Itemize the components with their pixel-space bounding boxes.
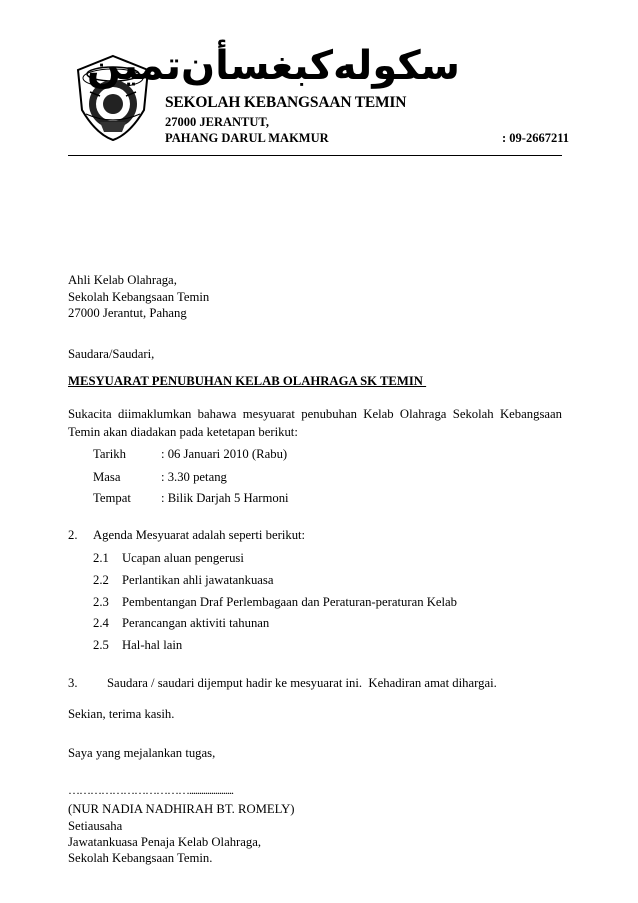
recipient-line-1: Ahli Kelab Olahraga,: [68, 273, 177, 287]
signatory-title-3: Sekolah Kebangsaan Temin.: [68, 851, 213, 865]
agenda-item-number: 2.3: [93, 595, 109, 609]
detail-label-time: Masa: [93, 470, 121, 484]
signatory-title-1: Setiausaha: [68, 819, 123, 833]
agenda-item-text: Ucapan aluan pengerusi: [122, 551, 244, 565]
intro-paragraph: Sukacita diimaklumkan bahawa mesyuarat penubuhan Kelab Olahraga Sekolah Kebangsaan Temin akan diadakan pada ketetapan berikut:: [68, 407, 562, 439]
agenda-number: 2.: [68, 528, 78, 542]
recipient-line-3: 27000 Jerantut, Pahang: [68, 306, 187, 320]
agenda-item-number: 2.4: [93, 616, 109, 630]
agenda-item-number: 2.5: [93, 638, 109, 652]
school-name: SEKOLAH KEBANGSAAN TEMIN: [165, 94, 407, 111]
closing-text: Sekian, terima kasih.: [68, 707, 175, 721]
agenda-item-text: Pembentangan Draf Perlembagaan dan Peraturan-peraturan Kelab: [122, 595, 458, 609]
agenda-item-text: Perancangan aktiviti tahunan: [122, 616, 270, 630]
detail-label-date: Tarikh: [93, 447, 126, 461]
salutation: Saudara/Saudari,: [68, 347, 155, 361]
detail-value-date: : 06 Januari 2010 (Rabu): [161, 447, 288, 461]
signatory-title-2: Jawatankuasa Penaja Kelab Olahraga,: [68, 835, 262, 849]
agenda-item-text: Hal-hal lain: [122, 638, 183, 652]
signatory-name: (NUR NADIA NADHIRAH BT. ROMELY): [68, 802, 295, 816]
duty-text: Saya yang mejalankan tugas,: [68, 746, 216, 760]
header-divider: [68, 155, 562, 156]
address-line-2: PAHANG DARUL MAKMUR: [165, 131, 329, 145]
agenda-item-number: 2.2: [93, 573, 109, 587]
signature-line: ……………………………......................: [68, 783, 233, 797]
detail-value-time: : 3.30 petang: [161, 470, 227, 484]
detail-label-venue: Tempat: [93, 491, 131, 505]
agenda-heading: Agenda Mesyuarat adalah seperti berikut:: [93, 528, 306, 542]
para3-number: 3.: [68, 676, 78, 690]
agenda-item-number: 2.1: [93, 551, 109, 565]
detail-value-venue: : Bilik Darjah 5 Harmoni: [161, 491, 289, 505]
agenda-item-text: Perlantikan ahli jawatankuasa: [122, 573, 274, 587]
jawi-school-name: سکوله‌کبغسأن‌تمين: [86, 43, 460, 89]
subject-title: MESYUARAT PENUBUHAN KELAB OLAHRAGA SK TEMIN: [68, 374, 427, 388]
phone-number: : 09-2667211: [502, 131, 570, 145]
address-line-1: 27000 JERANTUT,: [165, 115, 269, 129]
recipient-line-2: Sekolah Kebangsaan Temin: [68, 290, 210, 304]
para3-text: Saudara / saudari dijemput hadir ke mesyuarat ini. Kehadiran amat dihargai.: [107, 676, 497, 690]
